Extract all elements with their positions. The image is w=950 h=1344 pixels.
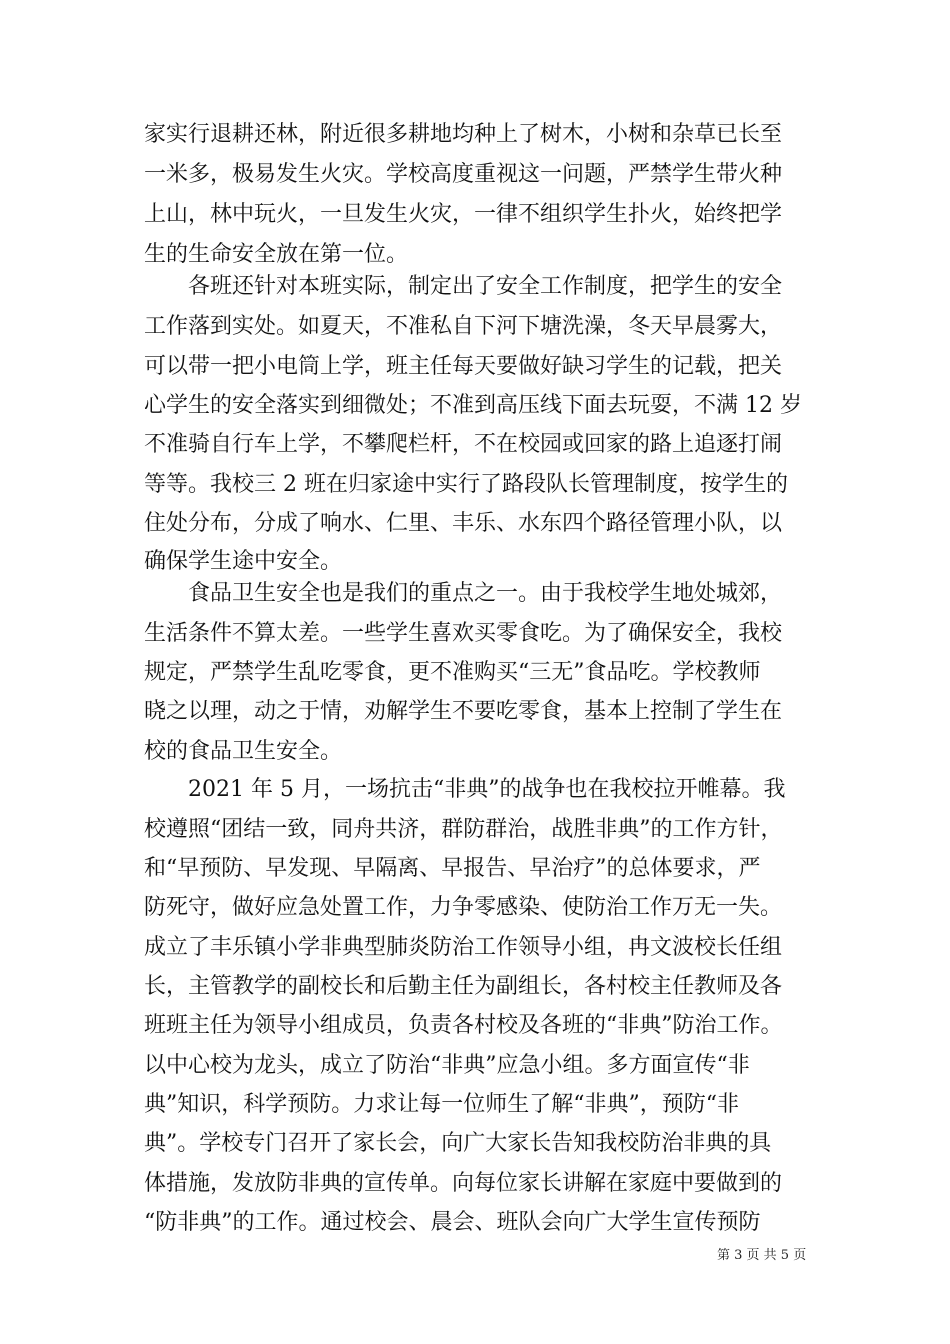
text-line: 晓之以理，动之于情，劝解学生不要吃零食，基本上控制了学生在 [144,699,783,724]
text-line: 心学生的安全落实到细微处；不准到高压线下面去玩耍，不满 12 岁 [144,393,802,418]
text-line: 家实行退耕还林，附近很多耕地均种上了树木，小树和杂草已长至 [144,122,783,147]
text-line: 不准骑自行车上学，不攀爬栏杆，不在校园或回家的路上追逐打闹 [144,432,783,457]
text-line: 食品卫生安全也是我们的重点之一。由于我校学生地处城郊， [144,581,783,606]
text-line: 等等。我校三 2 班在归家途中实行了路段队长管理制度，按学生的 [144,472,788,497]
text-line: 各班还针对本班实际，制定出了安全工作制度，把学生的安全 [144,274,783,299]
text-line: 2021 年 5 月，一场抗击“非典”的战争也在我校拉开帷幕。我 [144,777,786,802]
text-line: 校遵照“团结一致，同舟共济，群防群治，战胜非典”的工作方针， [144,817,783,842]
text-line: 工作落到实处。如夏天，不准私自下河下塘洗澡，冬天早晨雾大， [144,314,783,339]
text-line: 住处分布，分成了响水、仁里、丰乐、水东四个路径管理小队，以 [144,511,783,536]
text-line: 班班主任为领导小组成员，负责各村校及各班的“非典”防治工作。 [144,1013,783,1038]
text-line: 确保学生途中安全。 [144,549,343,574]
text-line: 防死守，做好应急处置工作，力争零感染、使防治工作万无一失。 [144,895,783,920]
text-line: 长，主管教学的副校长和后勤主任为副组长，各村校主任教师及各 [144,974,783,999]
text-line: 校的食品卫生安全。 [144,739,343,764]
text-line: 成立了丰乐镇小学非典型肺炎防治工作领导小组，冉文波校长任组 [144,935,783,960]
text-line: 典”。学校专门召开了家长会，向广大家长告知我校防治非典的具 [144,1131,772,1156]
text-line: 典”知识，科学预防。力求让每一位师生了解“非典”，预防“非 [144,1092,739,1117]
text-line: 和“早预防、早发现、早隔离、早报告、早治疗”的总体要求，严 [144,856,761,881]
text-line: 生的生命安全放在第一位。 [144,242,409,267]
text-line: “防非典”的工作。通过校会、晨会、班队会向广大学生宣传预防 [144,1210,761,1235]
text-line: 规定，严禁学生乱吃零食，更不准购买“三无”食品吃。学校教师 [144,660,761,685]
text-line: 以中心校为龙头，成立了防治“非典”应急小组。多方面宣传“非 [144,1053,750,1078]
text-line: 生活条件不算太差。一些学生喜欢买零食吃。为了确保安全，我校 [144,621,783,646]
text-line: 一米多，极易发生火灾。学校高度重视这一问题，严禁学生带火种 [144,162,783,187]
page-number-footer: 第 3 页 共 5 页 [717,1248,807,1263]
text-line: 体措施，发放防非典的宣传单。向每位家长讲解在家庭中要做到的 [144,1171,783,1196]
text-line: 上山，林中玩火，一旦发生火灾，一律不组织学生扑火，始终把学 [144,202,783,227]
text-line: 可以带一把小电筒上学，班主任每天要做好缺习学生的记载，把关 [144,354,783,379]
